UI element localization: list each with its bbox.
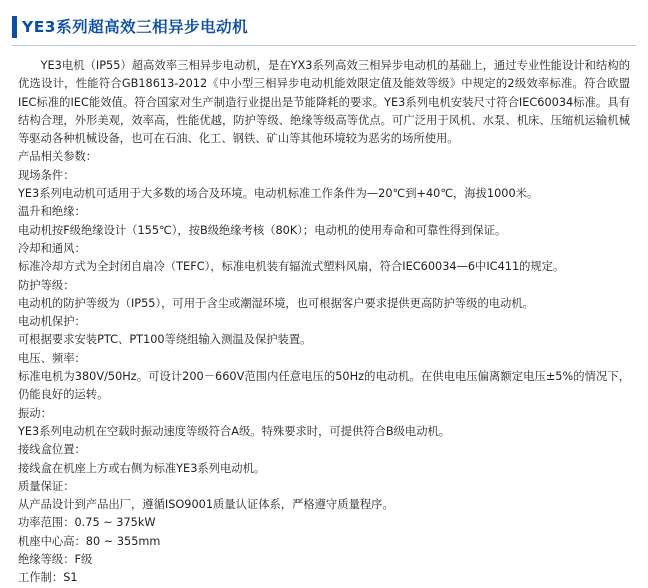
spec-section-text: 标准冷却方式为全封闭自扇冷（TEFC），标准电机装有辐流式塑料风扇，符合IEC60034—6中IC411的规定。 (18, 260, 565, 274)
spec-row (18, 551, 630, 569)
product-description (18, 57, 630, 588)
spec-section-heading: 电动机保护： (18, 315, 86, 329)
product-page (0, 14, 648, 585)
spec-section-text: 电动机按F级绝缘设计（155℃），按B级绝缘考核（80K）；电动机的使用寿命和可靠性得到保证。 (18, 223, 507, 237)
spec-section-heading: 接线盒位置： (18, 443, 86, 457)
spec-section-heading: 防护等级： (18, 278, 75, 292)
spec-label: 绝缘等级： (18, 553, 75, 567)
spec-row (18, 533, 630, 551)
page-title: YE3系列超高效三相异步电动机 (22, 18, 249, 37)
spec-section-text: YE3系列电动机在空载时振动速度等级符合A级。特殊要求时，可提供符合B级电动机。 (18, 424, 451, 438)
spec-label: 功率范围： (18, 516, 75, 530)
spec-row (18, 514, 630, 532)
spec-section-text: YE3系列电动机可适用于大多数的场合及环境。电动机标准工作条件为—20℃到+40℃，海拔1000米。 (18, 187, 539, 201)
spec-section-text: 从产品设计到产品出厂，遵循ISO9001质量认证体系，严格遵守质量程序。 (18, 498, 394, 512)
spec-row (18, 569, 630, 587)
params-lead: 产品相关参数： (18, 150, 98, 164)
spec-section-text: 接线盒在机座上方或右侧为标准YE3系列电动机。 (18, 461, 266, 475)
spec-label: 工作制： (18, 571, 64, 585)
spec-section-heading: 振动： (18, 406, 52, 420)
spec-section-text: 标准电机为380V/50Hz。可设计200－660V范围内任意电压的50Hz的电动机。在供电电压偏离额定电压±5%的情况下，仍能良好的运转。 (18, 370, 630, 402)
spec-section-heading: 温升和绝缘： (18, 205, 86, 219)
title-divider (12, 45, 636, 46)
spec-section-list (18, 167, 630, 515)
page-title-bar (0, 14, 648, 42)
spec-value: 80 ~ 355mm (85, 534, 161, 548)
spec-section-heading: 质量保证： (18, 479, 75, 493)
spec-value: 0.75 ~ 375kW (74, 516, 156, 530)
spec-section-heading: 冷却和通风： (18, 241, 86, 255)
spec-value: S1 (63, 571, 78, 585)
spec-label: 机座中心高： (18, 534, 86, 548)
spec-value-list (18, 514, 630, 587)
intro-paragraph: YE3电机（IP55）超高效率三相异步电动机，是在YX3系列高效三相异步电动机的基础上，通过专业性能设计和结构的优选设计，性能符合GB18613-2012《中小型三相异步电动机能效限定值及能效等级》中规定的2级效率标准。符合欧盟IEC标准的IEC能效值。符合国家对生产制造行业提出是节能降耗的要求。YE3系列电机安装尺寸符合IEC60034标准。具有结构合理，外形美观，效率高，性能优越，防护等级、绝缘等级高等优点。可广泛用于风机、水泵、机床、压缩机运输机械等驱动各种机械设备，也可在石油、化工、钢铁、矿山等其他环境较为恶劣的场所使用。 (18, 59, 630, 146)
spec-section-text: 电动机的防护等级为（IP55），可用于含尘或潮湿环境，也可根据客户要求提供更高防护等级的电动机。 (18, 296, 534, 310)
spec-section-heading: 现场条件： (18, 168, 75, 182)
spec-section-text: 可根据要求安装PTC、PT100等绕组输入测温及保护装置。 (18, 333, 312, 347)
spec-value: F级 (74, 553, 93, 567)
title-accent-bar (12, 16, 17, 38)
spec-section-heading: 电压、频率： (18, 351, 86, 365)
